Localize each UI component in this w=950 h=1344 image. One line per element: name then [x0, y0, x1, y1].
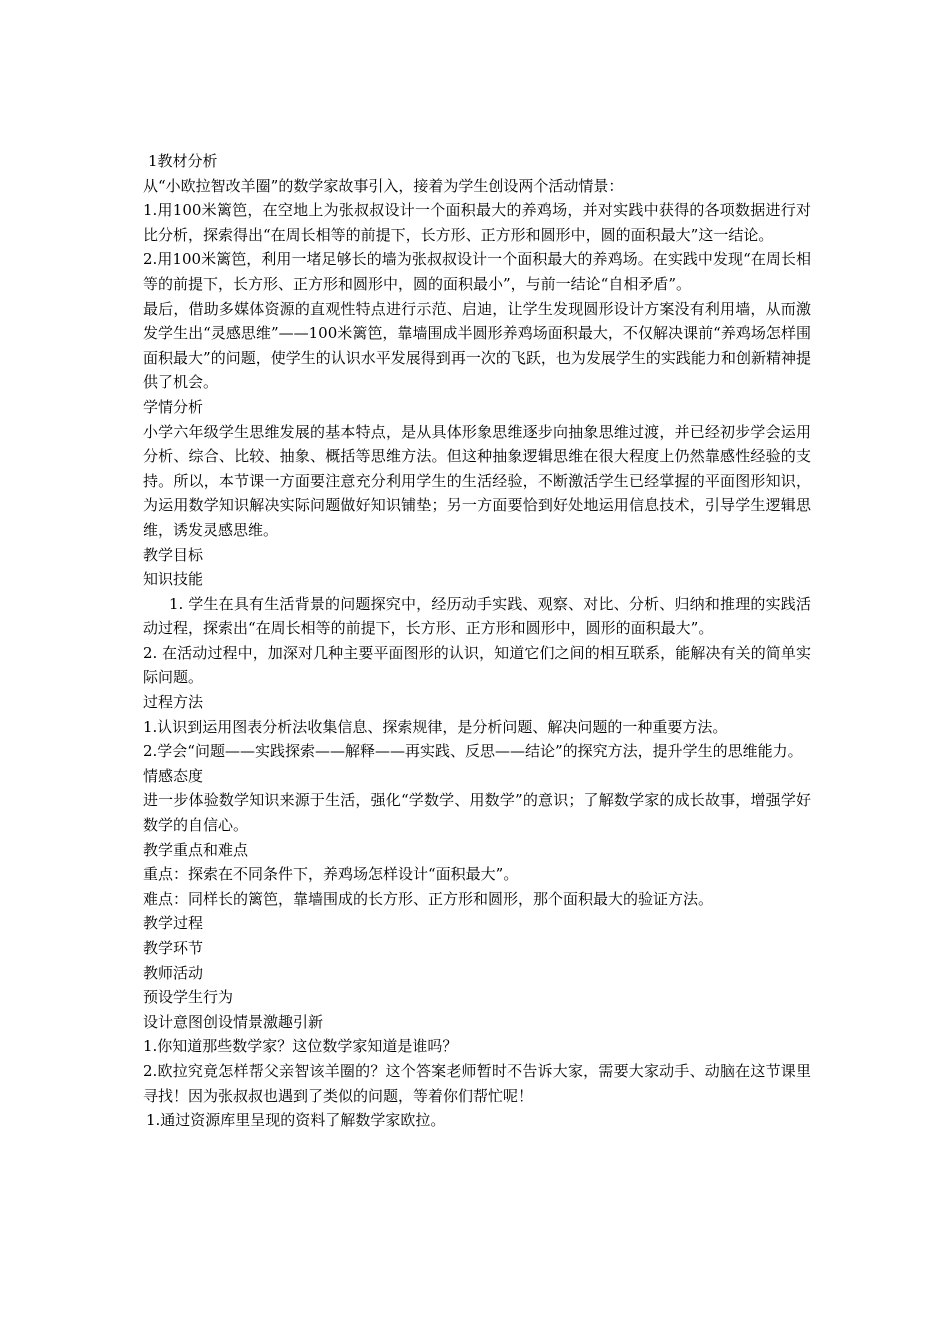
section-heading-textbook-analysis: 1教材分析	[148, 152, 218, 170]
section-heading-teaching-goals: 教学目标	[143, 545, 204, 564]
label-student-behavior: 预设学生行为	[143, 988, 234, 1007]
label-design-intent: 设计意图创设情景激趣引新	[143, 1012, 324, 1031]
paragraph-question-2: 2.欧拉究竟怎样帮父亲智该羊圈的？这个答案老师暂时不告诉大家，需要大家动手、动脑在这节课里寻找！因为张叔叔也遇到了类似的问题，等着你们帮忙呢！	[143, 1061, 811, 1105]
paragraph-student-analysis: 小学六年级学生思维发展的基本特点，是从具体形象思维逐步向抽象思维过渡，并已经初步学会运用分析、综合、比较、抽象、概括等思维方法。但这种抽象逻辑思维在很大程度上仍然靠感性经验的支持。所以，本节课一方面要注意充分利用学生的生活经验，不断激活学生已经掌握的平面图形知识，为运用数学知识解决实际问题做好知识铺垫；另一方面要恰到好处地运用信息技术，引导学生逻辑思维，诱发灵感思维。	[143, 422, 811, 539]
section-heading-key-points: 教学重点和难点	[143, 840, 249, 859]
subheading-knowledge-skills: 知识技能	[143, 570, 204, 589]
paragraph-process-2: 2.学会“问题——实践探索——解释——再实践、反思——结论”的探究方法，提升学生的思维能力。	[143, 742, 803, 761]
paragraph-activity-2: 2.用100米篱笆，利用一堵足够长的墙为张叔叔设计一个面积最大的养鸡场。在实践中发现“在周长相等的前提下，长方形、正方形和圆形中，圆的面积最小”，与前一结论“自相矛盾”。	[143, 250, 811, 293]
paragraph-intro: 从“小欧拉智改羊圈”的数学家故事引入，接着为学生创设两个活动情景：	[143, 176, 624, 195]
subheading-process-methods: 过程方法	[143, 693, 204, 712]
section-heading-student-analysis: 学情分析	[143, 397, 204, 416]
document-page	[143, 149, 811, 1133]
subheading-emotional-attitude: 情感态度	[143, 766, 204, 785]
paragraph-process-1: 1.认识到运用图表分析法收集信息、探索规律，是分析问题、解决问题的一种重要方法。	[143, 717, 728, 736]
paragraph-activity-1: 1.用100米篱笆，在空地上为张叔叔设计一个面积最大的养鸡场，并对实践中获得的各项数据进行对比分析，探索得出“在周长相等的前提下，长方形、正方形和圆形中，圆的面积最大”这一结论。	[143, 201, 811, 244]
paragraph-emotional-attitude: 进一步体验数学知识来源于生活，强化“学数学、用数学”的意识；了解数学家的成长故事，增强学好数学的自信心。	[143, 791, 811, 835]
label-teaching-stage: 教学环节	[143, 939, 204, 957]
label-teacher-activity: 教师活动	[143, 963, 204, 982]
paragraph-conclusion: 最后，借助多媒体资源的直观性特点进行示范、启迪，让学生发现圆形设计方案没有利用墙，从而激发学生出“灵感思维”——100米篱笆，靠墙围成半圆形养鸡场面积最大，不仅解决课前“养鸡场怎样围面积最大”的问题，使学生的认识水平发展得到再一次的飞跃，也为发展学生的实践能力和创新精神提供了机会。	[143, 299, 811, 392]
paragraph-question-1: 1.你知道那些数学家？这位数学家知道是谁吗？	[143, 1037, 458, 1056]
paragraph-difficult-point: 难点：同样长的篱笆，靠墙围成的长方形、正方形和圆形，那个面积最大的验证方法。	[143, 889, 714, 908]
paragraph-knowledge-2: 2. 在活动过程中，加深对几种主要平面图形的认识，知道它们之间的相互联系，能解决有关的简单实际问题。	[143, 643, 811, 687]
paragraph-key-point: 重点：探索在不同条件下，养鸡场怎样设计“面积最大”。	[143, 865, 519, 884]
paragraph-knowledge-1: 1. 学生在具有生活背景的问题探究中，经历动手实践、观察、对比、分析、归纳和推理的实践活动过程，探索出“在周长相等的前提下，长方形、正方形和圆形中，圆形的面积最大”。	[143, 594, 811, 638]
section-heading-teaching-process: 教学过程	[143, 914, 204, 933]
paragraph-student-1: 1.通过资源库里呈现的资料了解数学家欧拉。	[146, 1111, 446, 1130]
